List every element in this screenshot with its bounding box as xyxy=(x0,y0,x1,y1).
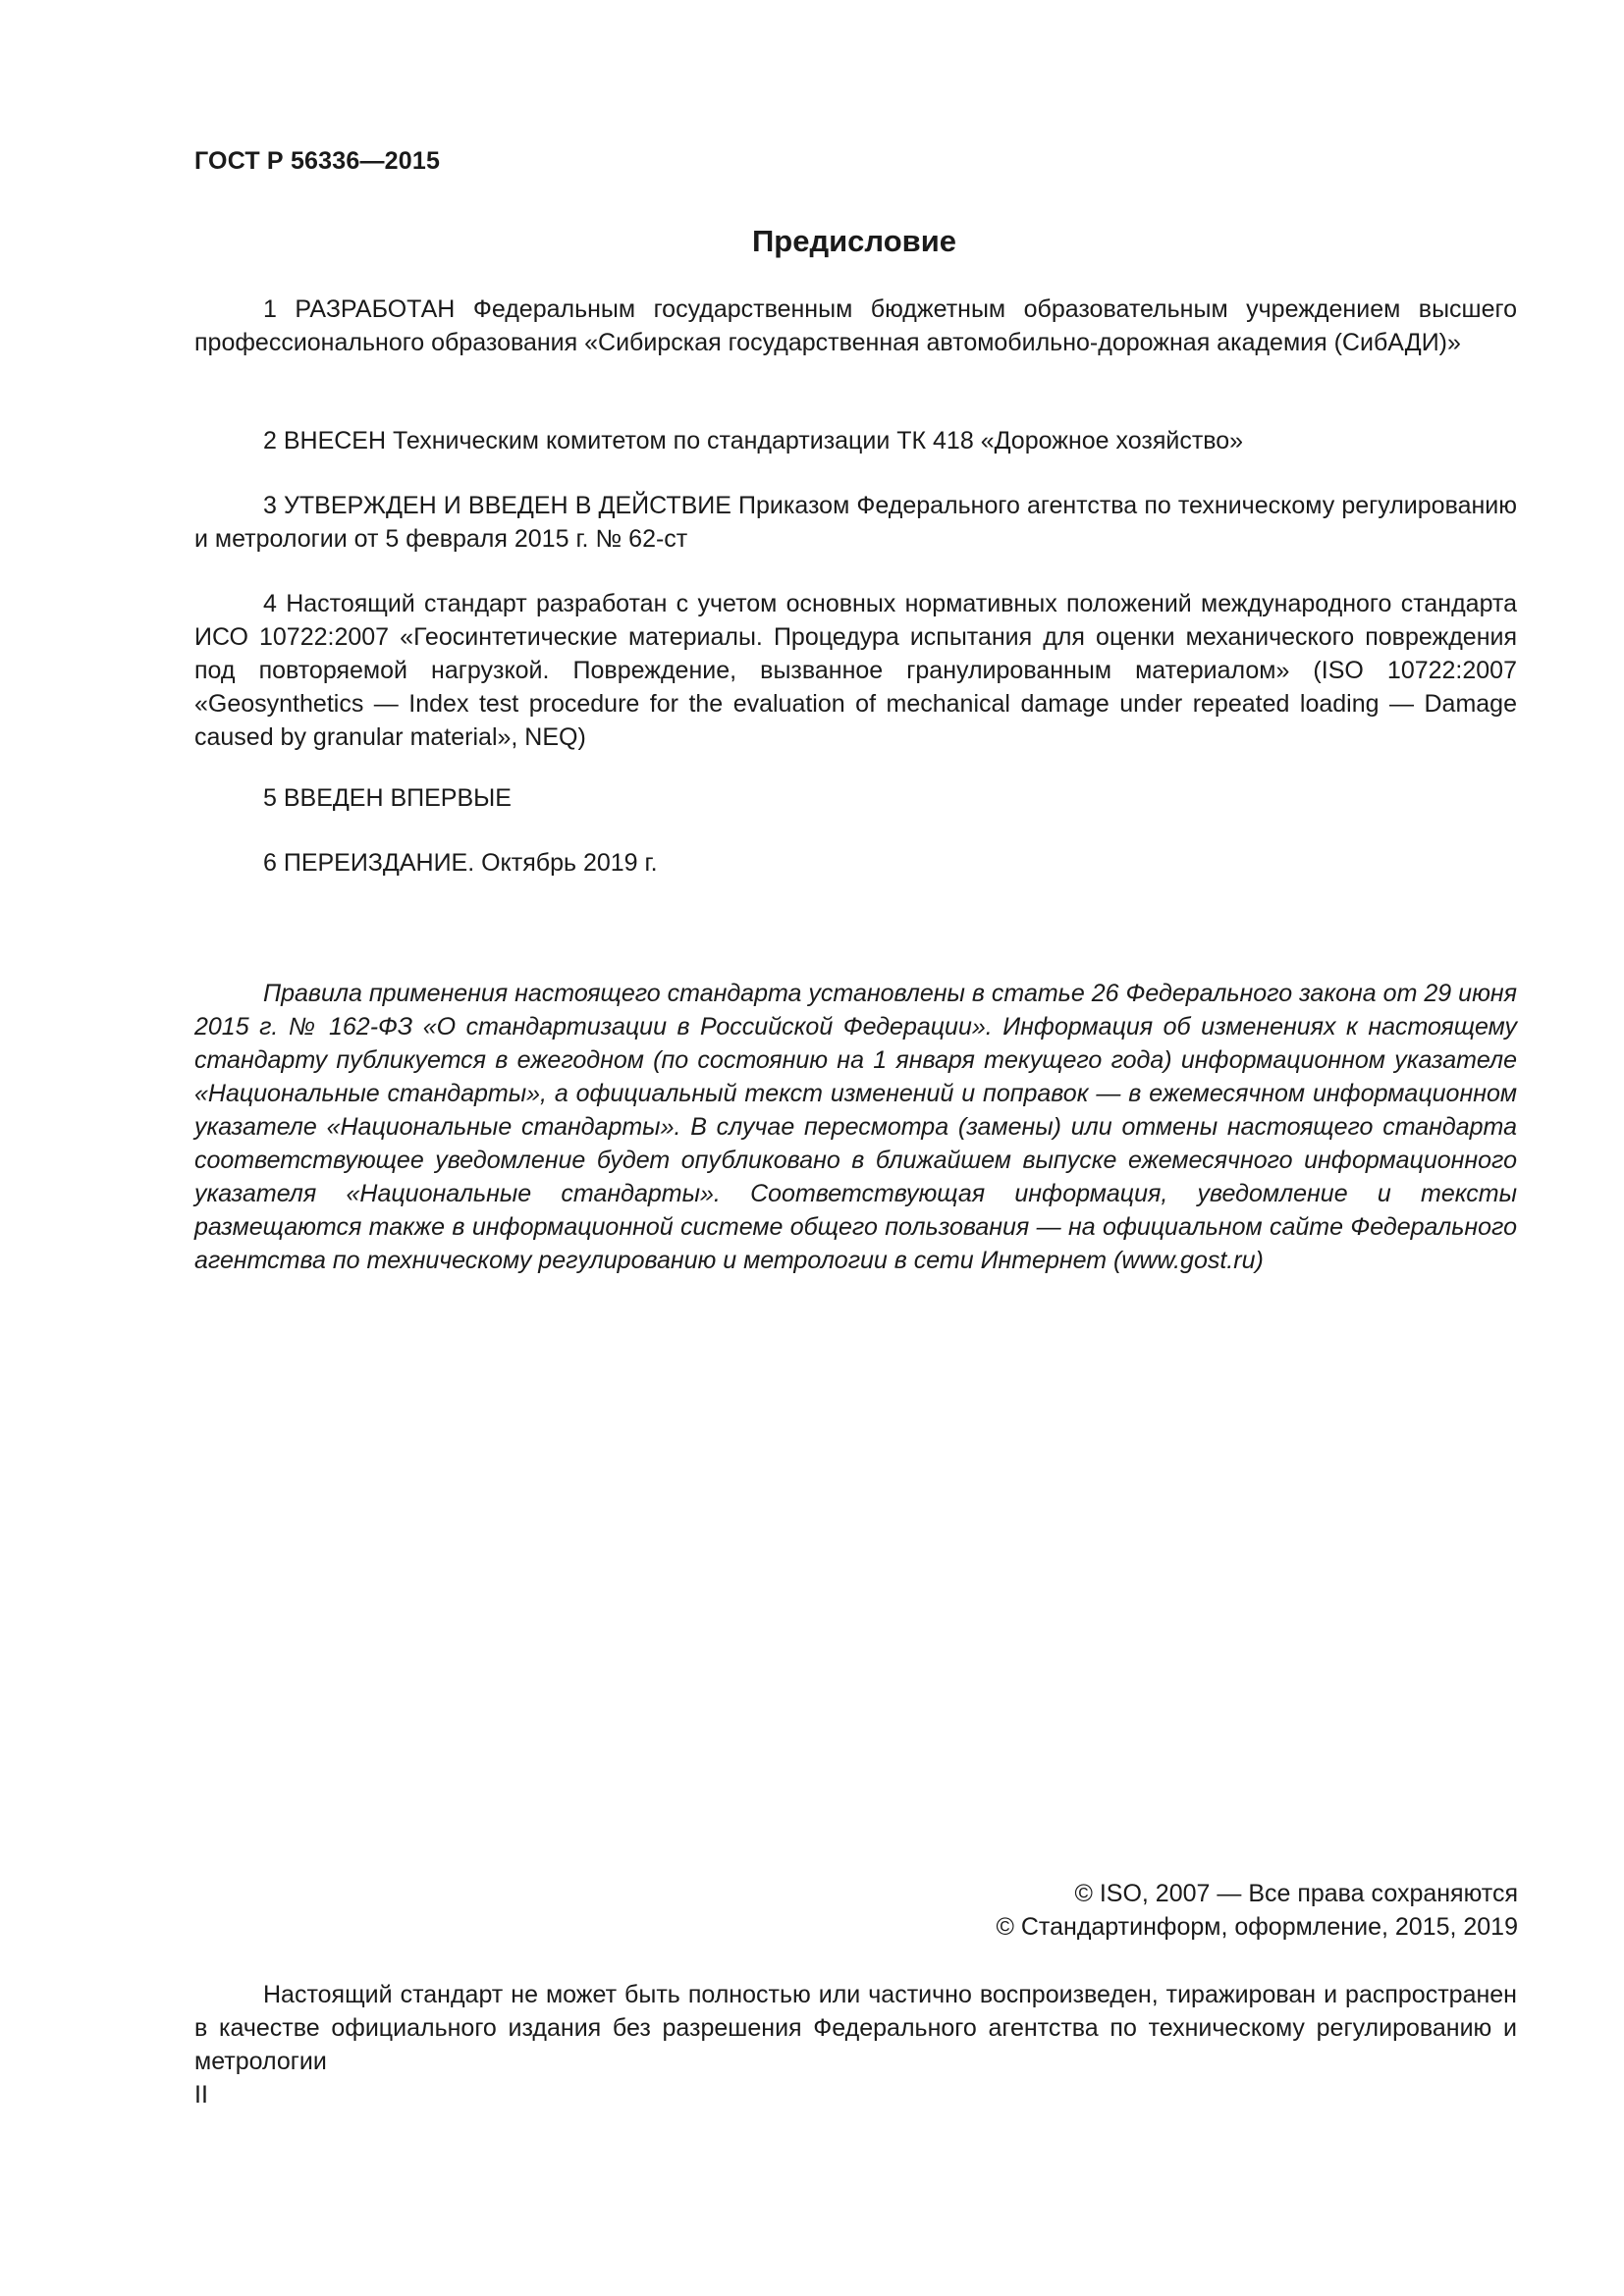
foreword-item-3 xyxy=(194,489,1517,556)
copyright-block xyxy=(997,1877,1518,1944)
foreword-item-text: 3 УТВЕРЖДЕН И ВВЕДЕН В ДЕЙСТВИЕ Приказом Федерального агентства по техническому регулированию и метрологии от 5 февраля 2015 г. № 62-ст xyxy=(194,492,1517,553)
foreword-item-text: 6 ПЕРЕИЗДАНИЕ. Октябрь 2019 г. xyxy=(263,849,658,877)
foreword-item-text: 5 ВВЕДЕН ВПЕРВЫЕ xyxy=(263,784,512,812)
foreword-item-text: 2 ВНЕСЕН Техническим комитетом по стандартизации ТК 418 «Дорожное хозяйство» xyxy=(263,427,1244,454)
page-number: II xyxy=(194,2081,208,2109)
foreword-item-text: 1 РАЗРАБОТАН Федеральным государственным бюджетным образовательным учреждением высшего профессионального образования «Сибирская государственная автомобильно-дорожная академия (СибАДИ)» xyxy=(194,295,1517,356)
application-rules-notice: Правила применения настоящего стандарта установлены в статье 26 Федерального закона от 29 июня 2015 г. № 162-ФЗ «О стандартизации в Российской Федерации». Информация об изменениях к настоящему стандарту публикуется в ежегодном (по состоянию на 1 января текущего года) информационном указателе «Национальные стандарты», а официальный текст изменений и поправок — в ежемесячном информационном указателе «Национальные стандарты». В случае пересмотра (замены) или отмены настоящего стандарта соответствующее уведомление будет опубликовано в ближайшем выпуске ежемесячного информационного указателя «Национальные стандарты». Соответствующая информация, уведомление и тексты размещаются также в информационной системе общего пользования — на официальном сайте Федерального агентства по техническому регулированию и метрологии в сети Интернет (www.gost.ru) xyxy=(194,980,1517,1274)
foreword-item-text: 4 Настоящий стандарт разработан с учетом основных нормативных положений международного стандарта ИСО 10722:2007 «Геосинтетические материалы. Процедура испытания для оценки механического повреждения под повторяемой нагрузкой. Повреждение, вызванное гранулированным материалом» (ISO 10722:2007 «Geosynthetics — Index test procedure for the evaluation of mechanical damage under repeated loading — Damage caused by granular material», NEQ) xyxy=(194,590,1517,751)
copyright-iso: © ISO, 2007 — Все права сохраняются xyxy=(1074,1880,1518,1907)
foreword-item-5 xyxy=(194,781,1517,815)
foreword-item-1 xyxy=(194,293,1517,359)
reproduction-restriction: Настоящий стандарт не может быть полностью или частично воспроизведен, тиражирован и распространен в качестве официального издания без разрешения Федерального агентства по техническому регулированию и метрологии xyxy=(194,1981,1517,2075)
page-title: Предисловие xyxy=(751,224,956,258)
foreword-item-6 xyxy=(194,846,1517,880)
standard-code-header: ГОСТ Р 56336—2015 xyxy=(194,147,441,175)
foreword-item-4 xyxy=(194,587,1517,754)
foreword-item-2 xyxy=(194,424,1517,457)
copyright-standartinform: © Стандартинформ, оформление, 2015, 2019 xyxy=(996,1913,1518,1941)
